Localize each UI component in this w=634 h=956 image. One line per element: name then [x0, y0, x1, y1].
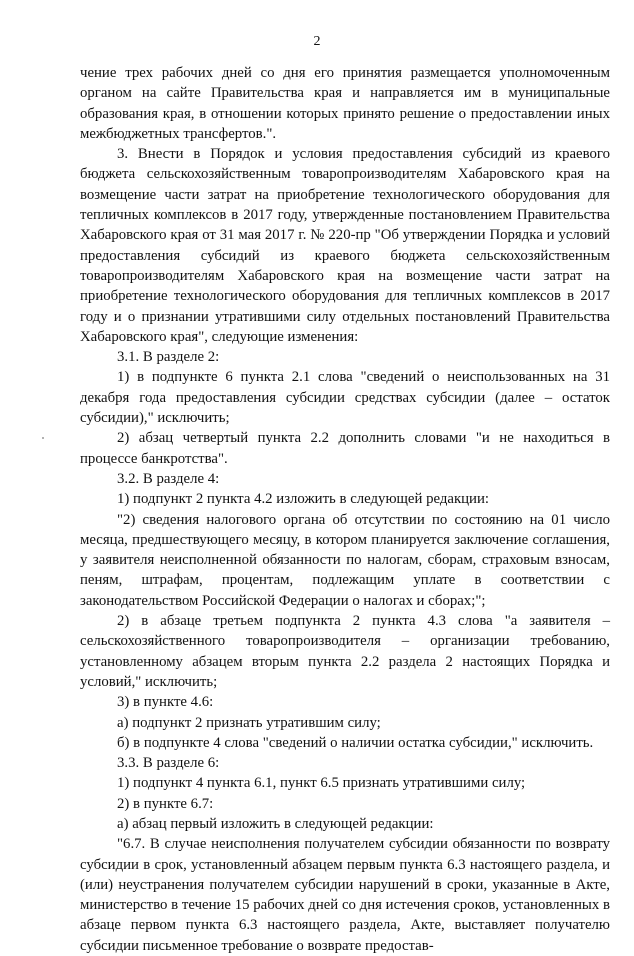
paragraph-item-3-3-1: 1) подпункт 4 пункта 6.1, пункт 6.5 признать утратившими силу;	[117, 775, 526, 792]
document-body	[80, 63, 610, 956]
paragraph-item-3: 3. Внести в Порядок и условия предоставления субсидий из краевого бюджета сельскохозяйственным товаропроизводителям Хабаровского края на возмещение части затрат на приобретение технологического оборудования для тепличных комплексов в 2017 году, утвержденные постановлением Правительства Хабаровского края от 31 мая 2017 г. № 220-пр "Об утверждении Порядка и условий предоставления субсидий из краевого бюджета сельскохозяйственным товаропроизводителям Хабаровского края на возмещение части затрат на приобретение технологического оборудования для тепличных комплексов в 2017 году и о признании утратившими силу отдельных постановлений Правительства Хабаровского края", следующие изменения:	[80, 146, 610, 345]
page-number: 2	[313, 34, 321, 49]
paragraph-item-3-2-3: 3) в пункте 4.6:	[117, 694, 214, 711]
margin-speck	[42, 437, 44, 439]
paragraph-item-3-3-2: 2) в пункте 6.7:	[117, 795, 214, 812]
paragraph-item-3-3-2-a: а) абзац первый изложить в следующей редакции:	[117, 815, 434, 832]
paragraph-item-3-1: 3.1. В разделе 2:	[117, 349, 220, 366]
paragraph-item-3-3: 3.3. В разделе 6:	[117, 755, 220, 772]
paragraph-item-3-2-2: 2) в абзаце третьем подпункта 2 пункта 4.3 слова "а заявителя – сельскохозяйственного товаропроизводителя – организации требованию, установленному абзацем вторым пункта 2.2 раздела 2 настоящих Порядка и условий," исключить;	[80, 613, 610, 690]
paragraph-item-3-2: 3.2. В разделе 4:	[117, 470, 220, 487]
paragraph-item-3-1-2: 2) абзац четвертый пункта 2.2 дополнить словами "и не находиться в процессе банкротства".	[80, 430, 610, 467]
paragraph-item-3-1-1: 1) в подпункте 6 пункта 2.1 слова "сведений о неиспользованных на 31 декабря года предоставления субсидии средствах субсидии (далее – остаток субсидии)," исключить;	[80, 369, 610, 427]
paragraph-item-3-2-1: 1) подпункт 2 пункта 4.2 изложить в следующей редакции:	[117, 491, 490, 508]
paragraph-quoted-4-2: "2) сведения налогового органа об отсутствии по состоянию на 01 число месяца, предшествующего месяцу, в котором планируется заключение соглашения, у заявителя неисполненной обязанности по налогам, сборам, страховым взносам, пеням, штрафам, процентам, подлежащим уплате в соответствии с законодательством Российской Федерации о налогах и сборах;";	[80, 511, 610, 609]
paragraph-continuation: чение трех рабочих дней со дня его принятия размещается уполномоченным органом на сайте Правительства края и направляется им в муниципальные образования края, в отношении которых принято решение о предоставлении иных межбюджетных трансфертов.".	[80, 65, 610, 142]
paragraph-item-a: а) подпункт 2 признать утратившим силу;	[117, 714, 381, 731]
paragraph-quoted-6-7: "6.7. В случае неисполнения получателем субсидии обязанности по возврату субсидии в срок, установленный абзацем первым пункта 6.3 настоящего раздела, и (или) неустранения получателем субсидии нарушений в сроки, указанные в Акте, министерство в течение 15 рабочих дней со дня истечения сроков, установленных в абзаце первом пункта 6.3 настоящего раздела, Акте, выставляет получателю субсидии письменное требование о возврате предостав-	[80, 836, 610, 954]
paragraph-item-b: б) в подпункте 4 слова "сведений о наличии остатка субсидии," исключить.	[117, 734, 594, 751]
